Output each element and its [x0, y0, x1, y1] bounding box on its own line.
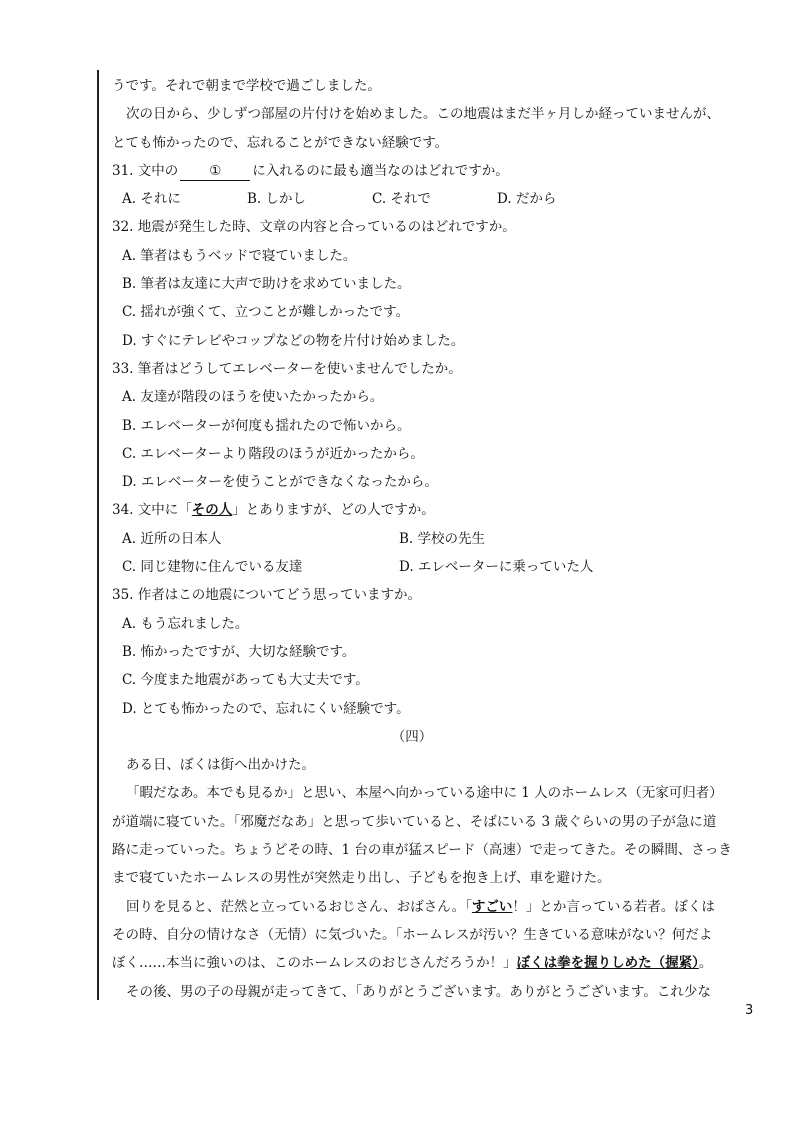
question-35: 35. 作者はこの地震についてどう思っていますか。 [112, 587, 421, 604]
option-c[interactable]: C. それで [372, 191, 431, 208]
paragraph-line: ある日、ぼくは街へ出かけた。 [126, 757, 315, 774]
option-b[interactable]: B. 筆者は友達に大声で助けを求めていました。 [122, 276, 411, 293]
section-heading: （四） [391, 728, 433, 745]
emphasized-phrase: すごい [471, 898, 513, 915]
paragraph-line: その後、男の子の母親が走ってきて、「ありがとうございます。ありがとうございます。これ少な [126, 983, 711, 1000]
question-31-options [112, 185, 732, 213]
question-34-prefix: 34. 文中に「 [112, 502, 192, 519]
question-34 [112, 496, 732, 524]
option-d[interactable]: D. エレベーターを使うことができなくなったから。 [122, 474, 438, 491]
paragraph-line: 「暇だなあ。本でも見るか」と思い、本屋へ向かっている途中に 1 人のホームレス（无家可归者） [126, 785, 723, 802]
question-31-suffix: に入れるのに最も適当なのはどれですか。 [252, 162, 509, 179]
option-c[interactable]: C. 同じ建物に住んでいる友達 [122, 559, 303, 576]
paragraph-line [112, 893, 732, 921]
option-b[interactable]: B. 怖かったですが、大切な経験です。 [122, 643, 356, 660]
text-run: 。 [698, 955, 713, 972]
reading-content [112, 72, 732, 1006]
question-34-suffix: 」とありますが、どの人ですか。 [232, 502, 435, 519]
option-c[interactable]: C. 今度また地震があっても大丈夫です。 [122, 672, 369, 689]
question-31 [112, 157, 732, 185]
page-number: 3 [745, 1003, 754, 1018]
option-a[interactable]: A. もう忘れました。 [122, 615, 249, 632]
paragraph-line [112, 949, 732, 977]
paragraph-line: とても怖かったので、忘れることができない経験です。 [112, 134, 449, 151]
emphasized-phrase: ぼくは拳を握りしめた（握紧） [516, 955, 699, 972]
option-a[interactable]: A. 友達が階段のほうを使いたかったから。 [122, 389, 384, 406]
option-d[interactable]: D. とても怖かったので、忘れにくい経験です。 [122, 700, 410, 717]
option-a[interactable]: A. それに [122, 191, 181, 208]
option-d[interactable]: D. だから [497, 191, 557, 208]
option-c[interactable]: C. エレベーターより階段のほうが近かったから。 [122, 445, 424, 462]
option-b[interactable]: B. しかし [247, 191, 307, 208]
paragraph-line: 路に走っていった。ちょうどその時、1 台の車が猛スピード（高速）で走ってきた。その瞬間、さっき [112, 842, 732, 859]
question-33: 33. 筆者はどうしてエレベーターを使いませんでしたか。 [112, 360, 462, 377]
option-b[interactable]: B. エレベーターが何度も揺れたので怖いから。 [122, 417, 411, 434]
paragraph-line: が道端に寝ていた。「邪魔だなあ」と思って歩いていると、そばにいる 3 歳ぐらいの男の子が急に道 [112, 813, 717, 830]
paragraph-line: まで寝ていたホームレスの男性が突然走り出し、子どもを抱き上げ、車を避けた。 [112, 870, 611, 887]
option-a[interactable]: A. 近所の日本人 [122, 530, 222, 547]
option-c[interactable]: C. 揺れが強くて、立つことが難しかったです。 [122, 304, 410, 321]
option-b[interactable]: B. 学校の先生 [399, 530, 486, 547]
paragraph-line: 次の日から、少しずつ部屋の片付けを始めました。この地震はまだ半ヶ月しか経っていませんが、 [126, 106, 720, 123]
question-34-options-row1 [112, 525, 732, 553]
question-31-prefix: 31. 文中の [112, 162, 179, 179]
question-32: 32. 地震が発生した時、文章の内容と合っているのはどれですか。 [112, 219, 516, 236]
answer-blank: ① [180, 163, 250, 181]
text-run: ！」とか言っている若者。ぼくは [512, 898, 715, 915]
option-d[interactable]: D. エレベーターに乗っていた人 [399, 559, 594, 576]
text-run: 回りを見ると、茫然と立っているおじさん、おばさん。「 [126, 898, 472, 915]
margin-line [97, 70, 99, 1000]
option-a[interactable]: A. 筆者はもうベッドで寝ていました。 [122, 247, 357, 264]
paragraph-line: うです。それで朝まで学校で過ごしました。 [112, 78, 381, 94]
paragraph-line: その時、自分の情けなさ（无情）に気づいた。「ホームレスが汚い？生きている意味がない？何だよ [112, 926, 713, 943]
option-d[interactable]: D. すぐにテレビやコップなどの物を片付け始めました。 [122, 332, 465, 349]
question-34-options-row2 [112, 553, 732, 581]
emphasized-phrase: その人 [191, 502, 233, 519]
text-run: ぼく……本当に強いのは、このホームレスのおじさんだろうか！」 [112, 955, 517, 972]
